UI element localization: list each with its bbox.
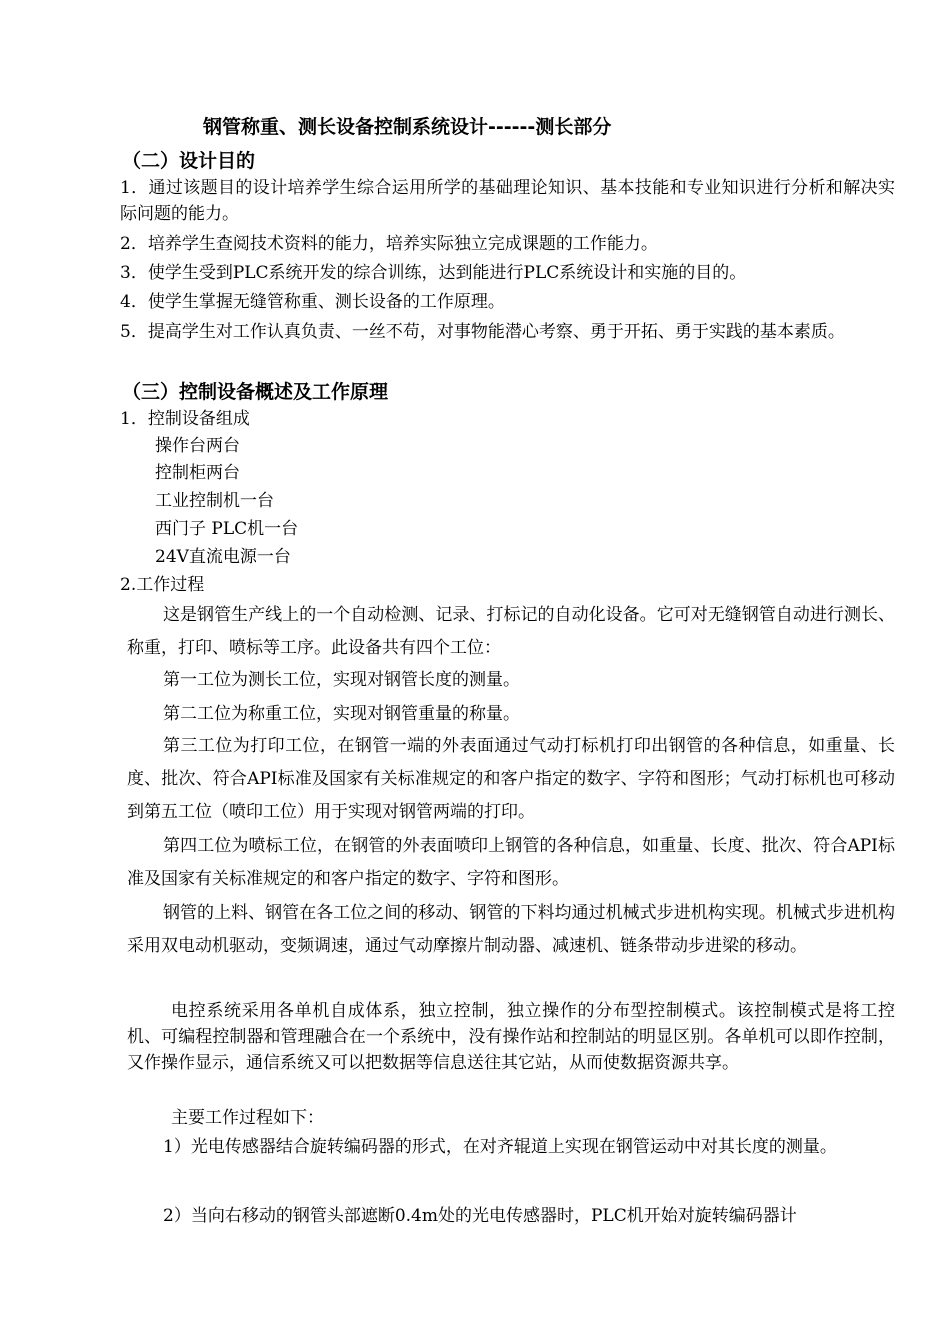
equipment-item: 24V直流电源一台 — [155, 547, 291, 567]
section-heading-design-purpose: （二）设计目的 — [122, 150, 256, 172]
process-control-system: 电控系统采用各单机自成体系，独立控制，独立操作的分布型控制模式。该控制模式是将工控机、可编程控制器和管理融合在一个系统中，没有操作站和控制站的明显区别。各单机可以即作控制，又作操作显示，通信系统又可以把数据等信息送往其它站，从而使数据资源共享。 — [127, 1001, 895, 1073]
document-title: 钢管称重、测长设备控制系统设计------测长部分 — [203, 116, 612, 138]
purpose-item-4: 4．使学生掌握无缝管称重、测长设备的工作原理。 — [120, 292, 505, 312]
subsection-title-equipment: 1．控制设备组成 — [120, 409, 250, 429]
purpose-item-2: 2．培养学生查阅技术资料的能力，培养实际独立完成课题的工作能力。 — [120, 234, 658, 254]
process-station-2: 第二工位为称重工位，实现对钢管重量的称量。 — [163, 704, 520, 724]
process-step-2: 2）当向右移动的钢管头部遮断0.4m处的光电传感器时，PLC机开始对旋转编码器计 — [163, 1206, 797, 1226]
equipment-item: 西门子 PLC机一台 — [155, 519, 299, 539]
section-heading-equipment-overview: （三）控制设备概述及工作原理 — [122, 381, 389, 403]
process-paragraph-intro: 这是钢管生产线上的一个自动检测、记录、打标记的自动化设备。它可对无缝钢管自动进行测长、称重，打印、喷标等工序。此设备共有四个工位： — [127, 605, 895, 658]
process-stepping-mechanism: 钢管的上料、钢管在各工位之间的移动、钢管的下料均通过机械式步进机构实现。机械式步进机构采用双电动机驱动，变频调速，通过气动摩擦片制动器、减速机、链条带动步进梁的移动。 — [127, 903, 895, 956]
subsection-title-work-process: 2.工作过程 — [120, 575, 205, 595]
purpose-item-5: 5．提高学生对工作认真负责、一丝不苟，对事物能潜心考察、勇于开拓、勇于实践的基本素质。 — [120, 322, 845, 342]
process-step-1: 1）光电传感器结合旋转编码器的形式，在对齐辊道上实现在钢管运动中对其长度的测量。 — [163, 1137, 837, 1157]
process-station-1: 第一工位为测长工位，实现对钢管长度的测量。 — [163, 670, 520, 690]
process-station-3: 第三工位为打印工位，在钢管一端的外表面通过气动打标机打印出钢管的各种信息，如重量、长度、批次、符合API标准及国家有关标准规定的和客户指定的数字、字符和图形；气动打标机也可移动到第五工位（喷印工位）用于实现对钢管两端的打印。 — [127, 736, 895, 822]
process-station-4: 第四工位为喷标工位，在钢管的外表面喷印上钢管的各种信息，如重量、长度、批次、符合API标准及国家有关标准规定的和客户指定的数字、字符和图形。 — [127, 836, 895, 889]
equipment-item: 控制柜两台 — [155, 463, 240, 483]
equipment-item: 操作台两台 — [155, 436, 240, 456]
purpose-item-1: 1．通过该题目的设计培养学生综合运用所学的基础理论知识、基本技能和专业知识进行分析和解决实际问题的能力。 — [120, 178, 895, 224]
equipment-item: 工业控制机一台 — [155, 491, 274, 511]
process-main-steps-heading: 主要工作过程如下： — [171, 1108, 324, 1128]
purpose-item-3: 3．使学生受到PLC系统开发的综合训练，达到能进行PLC系统设计和实施的目的。 — [120, 263, 747, 283]
